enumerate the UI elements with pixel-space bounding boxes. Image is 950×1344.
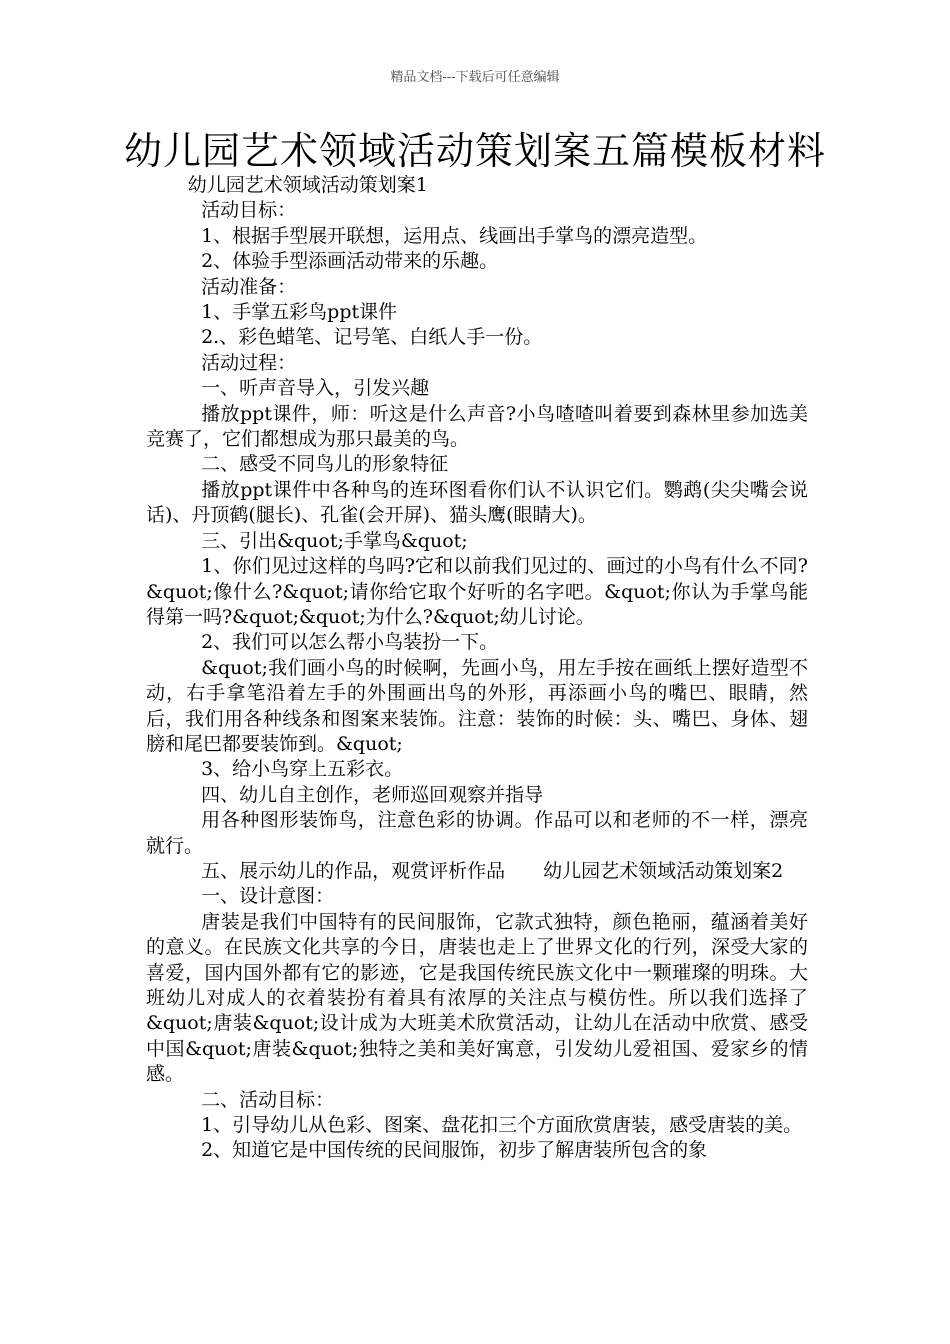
paragraph: 用各种图形装饰鸟，注意色彩的协调。作品可以和老师的不一样，漂亮就行。	[146, 809, 808, 857]
paragraph: 唐装是我们中国特有的民间服饰，它款式独特，颜色艳丽，蕴涵着美好的意义。在民族文化共享的今日，唐装也走上了世界文化的行列，深受大家的喜爱，国内国外都有它的影迹，它是我国传统民族文化中一颗璀璨的明珠。大班幼儿对成人的衣着装扮有着具有浓厚的关注点与模仿性。所以我们选择了&quot;唐装&quot;设计成为大班美术欣赏活动，让幼儿在活动中欣赏、感受中国&quot;唐装&quot;独特之美和美好寓意，引发幼儿爱祖国、爱家乡的情感。	[146, 910, 808, 1086]
section-heading: 幼儿园艺术领域活动策划案1	[187, 174, 428, 196]
document-body	[146, 173, 808, 1164]
paragraph: 播放ppt课件中各种鸟的连环图看你们认不认识它们。鹦鹉(尖尖嘴会说话)、丹顶鹤(腿长)、孔雀(会开屏)、猫头鹰(眼睛大)。	[146, 478, 808, 527]
paragraph: 二、活动目标：	[201, 1088, 335, 1111]
paragraph: 五、展示幼儿的作品，观赏评析作品 幼儿园艺术领域活动策划案2	[201, 859, 784, 882]
paragraph: 2、体验手型添画活动带来的乐趣。	[201, 250, 499, 273]
paragraph: 3、给小鸟穿上五彩衣。	[201, 758, 404, 781]
paragraph: 1、引导幼儿从色彩、图案、盘花扣三个方面欣赏唐装，感受唐装的美。	[201, 1114, 803, 1137]
paragraph: 四、幼儿自主创作，老师巡回观察并指导	[201, 783, 544, 806]
paragraph: 活动过程：	[201, 351, 297, 374]
paragraph: 二、感受不同鸟儿的形象特征	[201, 453, 449, 476]
header-note: 精品文档---下载后可任意编辑	[390, 70, 560, 85]
paragraph: 一、听声音导入，引发兴趣	[201, 377, 430, 400]
paragraph: 2.、彩色蜡笔、记号笔、白纸人手一份。	[201, 326, 543, 349]
document-title: 幼儿园艺术领域活动策划案五篇模板材料	[123, 129, 826, 173]
paragraph: 1、你们见过这样的鸟吗?它和以前我们见过的、画过的小鸟有什么不同?&quot;像什么?&quot;请你给它取个好听的名字吧。&quot;你认为手掌鸟能得第一吗?&quot;&quot;为什么?&quot;幼儿讨论。	[146, 555, 808, 628]
paragraph: 2、我们可以怎么帮小鸟装扮一下。	[201, 631, 499, 654]
paragraph: 一、设计意图：	[201, 885, 335, 908]
paragraph: &quot;我们画小鸟的时候啊，先画小鸟，用左手按在画纸上摆好造型不动，右手拿笔沿着左手的外围画出鸟的外形，再添画小鸟的嘴巴、眼睛，然后，我们用各种线条和图案来装饰。注意：装饰的时候：头、嘴巴、身体、翅膀和尾巴都要装饰到。&quot;	[146, 656, 808, 755]
paragraph: 三、引出&quot;手掌鸟&quot;	[201, 529, 468, 552]
paragraph: 1、根据手型展开联想，运用点、线画出手掌鸟的漂亮造型。	[201, 224, 708, 247]
paragraph: 活动准备：	[201, 275, 297, 298]
paragraph: 1、手掌五彩鸟ppt课件	[201, 301, 398, 324]
paragraph: 2、知道它是中国传统的民间服饰，初步了解唐装所包含的象	[201, 1139, 708, 1162]
paragraph: 播放ppt课件，师：听这是什么声音?小鸟喳喳叫着要到森林里参加选美竞赛了，它们都想成为那只最美的鸟。	[146, 402, 808, 451]
paragraph: 活动目标：	[201, 199, 297, 222]
